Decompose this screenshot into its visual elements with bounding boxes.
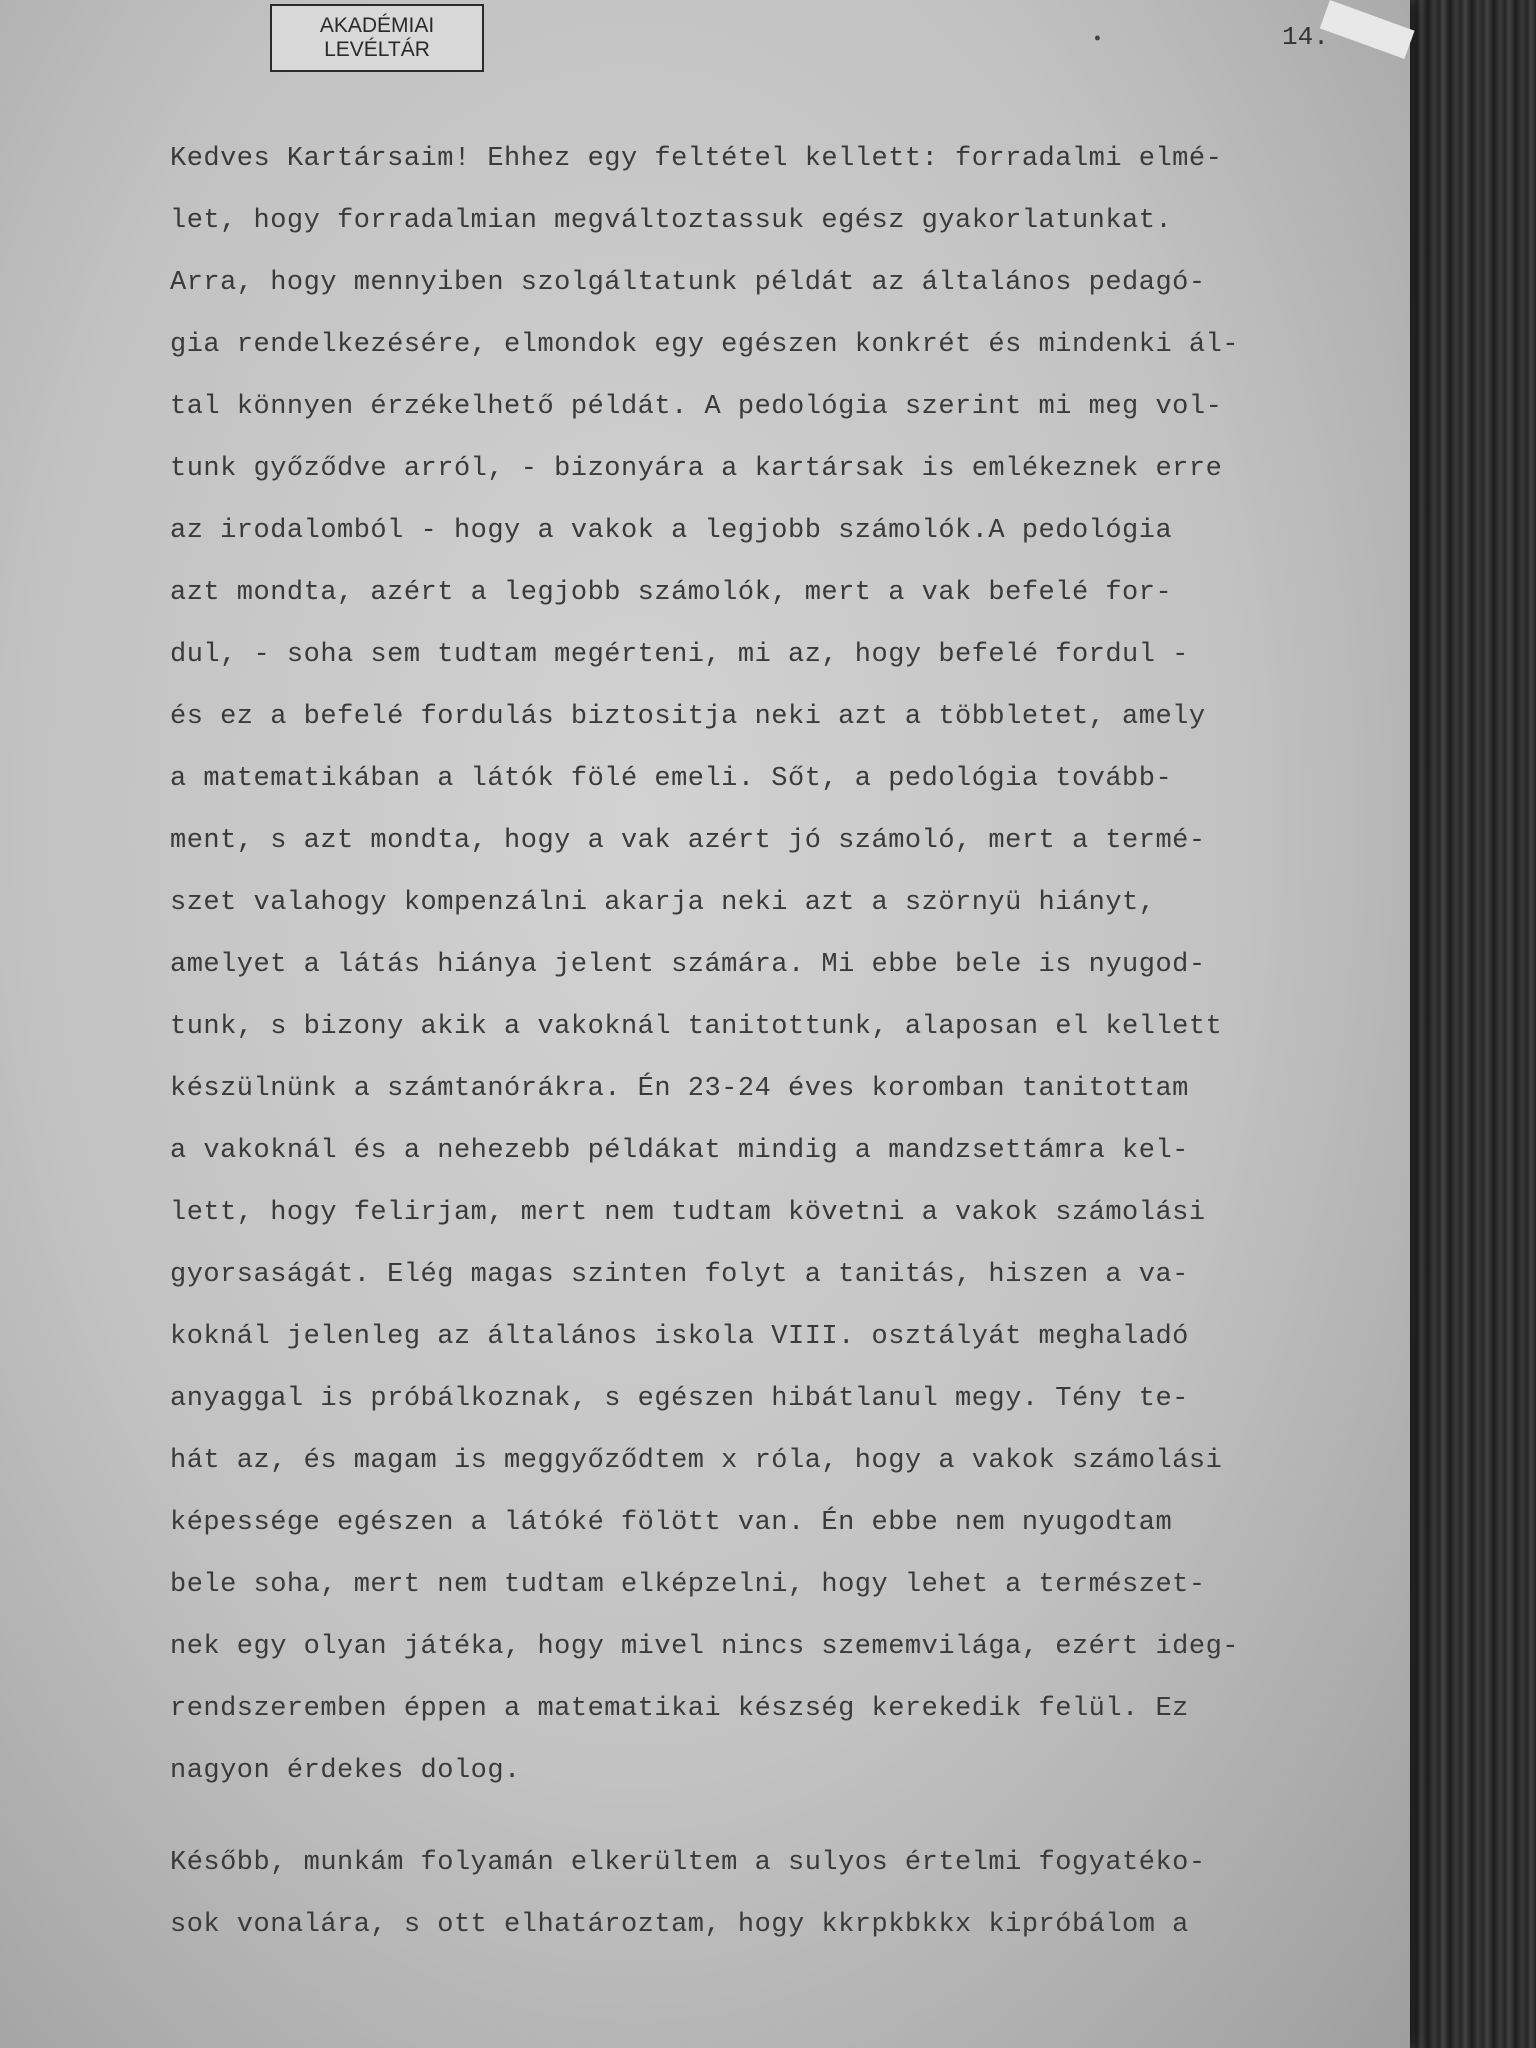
text-line: gyorsaságát. Elég magas szinten folyt a tanitás, hiszen a va- — [170, 1260, 1189, 1290]
paragraph-2 — [170, 1832, 1400, 1956]
text-line: rendszeremben éppen a matematikai készség kerekedik felül. Ez — [170, 1694, 1189, 1724]
text-line: nek egy olyan játéka, hogy mivel nincs szememvilága, ezért ideg- — [170, 1632, 1239, 1662]
ink-mark: • — [1092, 30, 1103, 50]
text-line: Később, munkám folyamán elkerültem a sulyos értelmi fogyatéko- — [170, 1848, 1206, 1878]
text-line: tunk győződve arról, - bizonyára a kartársak is emlékeznek erre — [170, 454, 1223, 484]
body-text — [170, 128, 1400, 1956]
text-line: készülnünk a számtanórákra. Én 23-24 éves koromban tanitottam — [170, 1074, 1189, 1104]
text-line: amelyet a látás hiánya jelent számára. Mi ebbe bele is nyugod- — [170, 950, 1206, 980]
archive-stamp — [270, 4, 484, 72]
text-line: a vakoknál és a nehezebb példákat mindig a mandzsettámra kel- — [170, 1136, 1189, 1166]
text-line: nagyon érdekes dolog. — [170, 1756, 521, 1786]
stamp-line-1: AKADÉMIAI — [319, 14, 435, 37]
text-line: hát az, és magam is meggyőződtem x róla, hogy a vakok számolási — [170, 1446, 1223, 1476]
folded-corner — [1320, 0, 1415, 59]
text-line: gia rendelkezésére, elmondok egy egészen konkrét és mindenki ál- — [170, 330, 1239, 360]
text-line: tal könnyen érzékelhető példát. A pedológia szerint mi meg vol- — [170, 392, 1223, 422]
text-line: bele soha, mert nem tudtam elképzelni, hogy lehet a természet- — [170, 1570, 1206, 1600]
text-line: dul, - soha sem tudtam megérteni, mi az, hogy befelé fordul - — [170, 640, 1189, 670]
text-line: tunk, s bizony akik a vakoknál tanitottunk, alaposan el kellett — [170, 1012, 1223, 1042]
page-number: 14. — [1282, 22, 1329, 52]
paragraph-gap — [170, 1802, 1400, 1832]
text-line: Kedves Kartársaim! Ehhez egy feltétel kellett: forradalmi elmé- — [170, 144, 1223, 174]
text-line: Arra, hogy mennyiben szolgáltatunk példát az általános pedagó- — [170, 268, 1206, 298]
text-line: képessége egészen a látóké fölött van. Én ebbe nem nyugodtam — [170, 1508, 1173, 1538]
text-line: és ez a befelé fordulás biztositja neki azt a többletet, amely — [170, 702, 1206, 732]
text-line: sok vonalára, s ott elhatároztam, hogy kkrpkbkkx kipróbálom a — [170, 1910, 1189, 1940]
text-line: az irodalomból - hogy a vakok a legjobb számolók.A pedológia — [170, 516, 1173, 546]
wooden-background — [1406, 0, 1536, 2048]
text-line: let, hogy forradalmian megváltoztassuk egész gyakorlatunkat. — [170, 206, 1173, 236]
text-line: ment, s azt mondta, hogy a vak azért jó számoló, mert a termé- — [170, 826, 1206, 856]
text-line: anyaggal is próbálkoznak, s egészen hibátlanul megy. Tény te- — [170, 1384, 1189, 1414]
text-line: lett, hogy felirjam, mert nem tudtam követni a vakok számolási — [170, 1198, 1206, 1228]
paragraph-1 — [170, 128, 1400, 1802]
text-line: koknál jelenleg az általános iskola VIII. osztályát meghaladó — [170, 1322, 1189, 1352]
text-line: szet valahogy kompenzálni akarja neki azt a szörnyü hiányt, — [170, 888, 1156, 918]
text-line: a matematikában a látók fölé emeli. Sőt, a pedológia tovább- — [170, 764, 1173, 794]
text-line: azt mondta, azért a legjobb számolók, mert a vak befelé for- — [170, 578, 1173, 608]
stamp-line-2: LEVÉLTÁR — [324, 38, 430, 61]
